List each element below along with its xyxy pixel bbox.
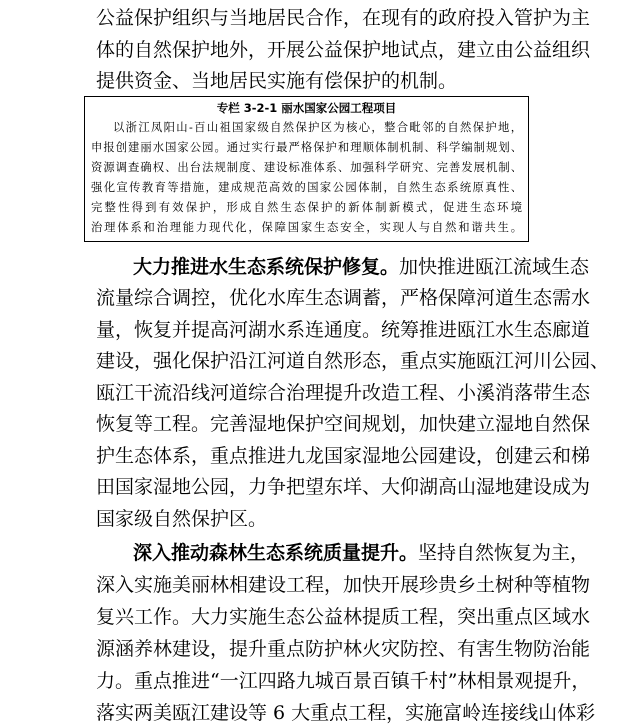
paragraph-heading: 大力推进水生态系统保护修复。 (133, 256, 400, 278)
paragraph-line: 国家级自然保护区。 (96, 508, 268, 530)
paragraph-line: 复兴工作。大力实施生态公益林提质工程，突出重点区域水 (96, 606, 591, 628)
paragraph-text: 坚持自然恢复为主， (418, 542, 590, 564)
paragraph-line: 提供资金、当地居民实施有偿保护的机制。 (96, 70, 458, 92)
paragraph-line: 体的自然保护地外，开展公益保护地试点，建立由公益组织 (96, 39, 591, 61)
feature-box-line: 以浙江凤阳山-百山祖国家级自然保护区为核心，整合毗邻的自然保护地， (113, 121, 522, 134)
paragraph-line: 深入实施美丽林相建设工程，加快开展珍贵乡土树种等植物 (96, 574, 591, 596)
paragraph-line: 流量综合调控，优化水库生态调蓄，严格保障河道生态需水 (96, 287, 591, 309)
paragraph-line: 护生态体系，重点推进九龙国家湿地公园建设，创建云和梯 (96, 445, 591, 467)
paragraph-line: 力。重点推进“一江四路九城百景百镇千村”林相景观提升， (96, 670, 591, 692)
paragraph-line: 落实两美瓯江建设等 6 大重点工程，实施富岭连接线山体彩 (96, 702, 596, 724)
paragraph-line: 量，恢复并提高河湖水系连通度。统筹推进瓯江水生态廊道 (96, 319, 591, 341)
paragraph-line: 瓯江干流沿线河道综合治理提升改造工程、小溪消落带生态 (96, 382, 591, 404)
paragraph-first-line (133, 540, 590, 566)
paragraph-text: 加快推进瓯江流域生态 (399, 256, 590, 278)
feature-box-title: 专栏 3-2-1 丽水国家公园工程项目 (216, 101, 397, 115)
paragraph-line: 田国家湿地公园，力争把望东垟、大仰湖高山湿地建设成为 (96, 476, 591, 498)
paragraph-line: 恢复等工程。完善湿地保护空间规划，加快建立湿地自然保 (96, 413, 591, 435)
feature-box-line: 治理体系和治理能力现代化，保障国家生态安全，实现人与自然和谐共生。 (91, 221, 522, 234)
paragraph-heading: 深入推动森林生态系统质量提升。 (133, 542, 419, 564)
paragraph-line: 建设，强化保护沿江河道自然形态，重点实施瓯江河川公园、 (96, 350, 610, 372)
feature-box-line: 强化宣传教育等措施，建成规范高效的国家公园体制，自然生态系统原真性、 (91, 181, 522, 194)
feature-box-line: 完整性得到有效保护，形成自然生态保护的新体制新模式，促进生态环境 (91, 201, 522, 214)
feature-box (84, 96, 529, 242)
feature-box-line: 资源调查确权、出台法规制度、建设标准体系、加强科学研究、完善发展机制、 (91, 161, 522, 174)
paragraph-line: 源涵养林建设，提升重点防护林火灾防控、有害生物防治能 (96, 638, 591, 660)
paragraph-first-line (133, 254, 590, 280)
feature-box-line: 申报创建丽水国家公园。通过实行最严格保护和理顺体制机制、科学编制规划、 (91, 141, 522, 154)
paragraph-line: 公益保护组织与当地居民合作，在现有的政府投入管护为主 (96, 7, 591, 29)
